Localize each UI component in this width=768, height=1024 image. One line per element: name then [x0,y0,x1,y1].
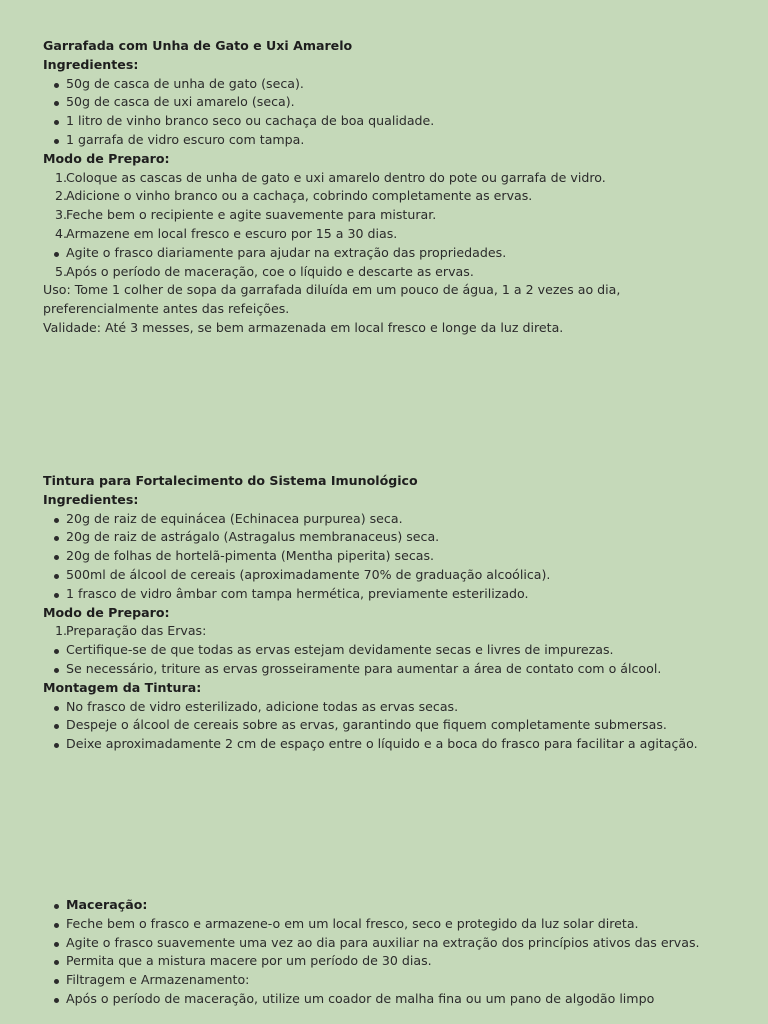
ingredient-item: 500ml de álcool de cereais (aproximadamente 70% de graduação alcoólica). [43,566,723,585]
step-text: Feche bem o recipiente e agite suavemente para misturar. [66,207,437,223]
ingredient-item: 20g de raiz de equinácea (Echinacea purpurea) seca. [43,510,723,529]
step-number: 5. [55,263,68,279]
step-number: 3. [55,207,68,223]
method-step [43,206,723,225]
ingredients-list [43,510,723,604]
step-text: Armazene em local fresco e escuro por 15 a 30 dias. [66,225,398,241]
step-text: Adicione o vinho branco ou a cachaça, cobrindo completamente as ervas. [66,188,533,204]
maceration-list [43,896,723,1009]
recipe-title: Garrafada com Unha de Gato e Uxi Amarelo [43,38,353,53]
assembly-item: Despeje o álcool de cereais sobre as ervas, garantindo que fiquem completamente submersas. [43,716,723,735]
method-step [43,169,723,188]
assembly-heading: Montagem da Tintura: [43,679,202,695]
filtering-item: Após o período de maceração, utilize um coador de malha fina ou um pano de algodão limpo [43,990,723,1009]
recipe-title: Tintura para Fortalecimento do Sistema Imunológico [43,473,418,488]
step-text: Preparação das Ervas: [66,623,207,639]
usage-text: Uso: Tome 1 colher de sopa da garrafada diluída em um pouco de água, 1 a 2 vezes ao dia, preferencialmente antes das refeições. [43,282,621,317]
maceration-label: Maceração: [43,896,723,915]
step-number: 4. [55,225,68,241]
ingredient-item: 1 litro de vinho branco seco ou cachaça de boa qualidade. [43,112,723,131]
maceration-item: Permita que a mistura macere por um período de 30 dias. [43,952,723,971]
assembly-item: Deixe aproximadamente 2 cm de espaço entre o líquido e a boca do frasco para facilitar a agitação. [43,735,723,754]
method-step [43,225,723,244]
method-step-note: Agite o frasco diariamente para ajudar na extração das propriedades. [43,244,723,263]
method-step [43,187,723,206]
ingredients-heading: Ingredientes: [43,56,139,72]
step-text: Após o período de maceração, coe o líquido e descarte as ervas. [66,263,474,279]
method-step [43,263,723,282]
ingredients-heading: Ingredientes: [43,491,139,507]
method-heading: Modo de Preparo: [43,150,170,166]
method-list [43,622,723,678]
assembly-list [43,698,723,754]
step-number: 1. [55,169,68,185]
maceration-item: Feche bem o frasco e armazene-o em um local fresco, seco e protegido da luz solar direta. [43,915,723,934]
step-number: 2. [55,188,68,204]
recipe-tintura [43,472,723,754]
assembly-item: No frasco de vidro esterilizado, adicione todas as ervas secas. [43,698,723,717]
ingredient-item: 50g de casca de unha de gato (seca). [43,75,723,94]
method-step-note: Certifique-se de que todas as ervas estejam devidamente secas e livres de impurezas. [43,641,723,660]
ingredient-item: 1 frasco de vidro âmbar com tampa hermética, previamente esterilizado. [43,585,723,604]
recipe-tintura-continuation [43,896,723,1009]
ingredient-item: 50g de casca de uxi amarelo (seca). [43,93,723,112]
ingredient-item: 20g de folhas de hortelã-pimenta (Mentha piperita) secas. [43,547,723,566]
filtering-label: Filtragem e Armazenamento: [43,971,723,990]
validity-text: Validade: Até 3 messes, se bem armazenada em local fresco e longe da luz direta. [43,319,564,335]
ingredients-list [43,75,723,150]
step-number: 1. [55,623,68,639]
method-step [43,622,723,641]
ingredient-item: 20g de raiz de astrágalo (Astragalus membranaceus) seca. [43,528,723,547]
method-heading: Modo de Preparo: [43,604,170,620]
maceration-item: Agite o frasco suavemente uma vez ao dia para auxiliar na extração dos princípios ativos das ervas. [43,934,723,953]
method-step-note: Se necessário, triture as ervas grosseiramente para aumentar a área de contato com o álcool. [43,660,723,679]
step-text: Coloque as cascas de unha de gato e uxi amarelo dentro do pote ou garrafa de vidro. [66,169,606,185]
ingredient-item: 1 garrafa de vidro escuro com tampa. [43,131,723,150]
method-list [43,169,723,282]
recipe-garrafada [43,37,723,338]
